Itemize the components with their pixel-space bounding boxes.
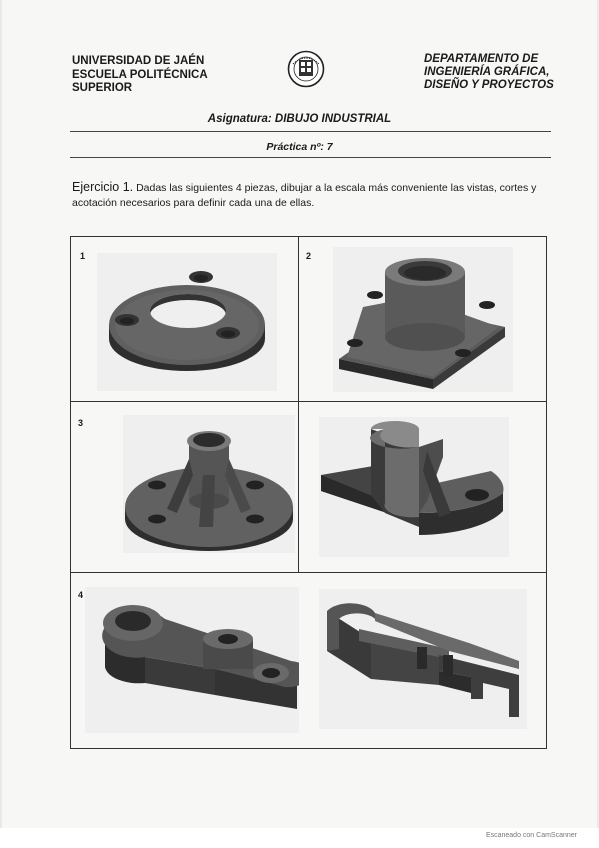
figure-4-section-render xyxy=(319,589,527,729)
figure-1-flange-render xyxy=(97,253,277,391)
university-line-1: UNIVERSIDAD DE JAÉN xyxy=(72,55,205,67)
exercise-text: Dadas las siguientes 4 piezas, dibujar a la escala más conveniente las vistas, cortes y acotación necesarios para definir cada una de ellas. xyxy=(72,182,537,209)
figure-2-number: 2 xyxy=(306,251,312,261)
figure-2-square-flange-render xyxy=(333,247,513,392)
scanner-watermark: Escaneado con CamScanner xyxy=(485,832,577,839)
grid-divider-row-2 xyxy=(71,572,546,573)
figures-grid xyxy=(70,236,547,749)
figure-4-number: 4 xyxy=(78,590,84,600)
subject-name: DIBUJO INDUSTRIAL xyxy=(274,113,392,125)
figure-3-ribbed-flange-render xyxy=(123,415,295,553)
figure-3-section-render xyxy=(319,417,509,557)
subject-label: Asignatura: xyxy=(207,113,272,125)
department-line-3: DISEÑO Y PROYECTOS xyxy=(424,79,554,91)
divider-top xyxy=(70,131,551,132)
exercise-statement xyxy=(72,180,552,211)
figure-1-number: 1 xyxy=(80,251,86,261)
university-line-3: SUPERIOR xyxy=(72,82,133,94)
university-block xyxy=(72,55,208,96)
university-line-2: ESCUELA POLITÉCNICA xyxy=(72,68,208,81)
figure-4-lever-render xyxy=(85,587,299,733)
exercise-label: Ejercicio 1. xyxy=(72,180,134,194)
university-seal-logo xyxy=(287,50,325,88)
department-line-2: INGENIERÍA GRÁFICA, xyxy=(424,66,550,78)
practice-number: Práctica nº: 7 xyxy=(266,141,333,153)
grid-divider-column xyxy=(298,237,299,572)
department-line-1: DEPARTAMENTO DE xyxy=(424,53,539,65)
subject-line xyxy=(0,113,599,125)
grid-divider-row-1 xyxy=(71,401,546,402)
divider-bottom xyxy=(70,157,551,158)
department-block xyxy=(424,53,554,92)
figure-3-number: 3 xyxy=(78,418,84,428)
